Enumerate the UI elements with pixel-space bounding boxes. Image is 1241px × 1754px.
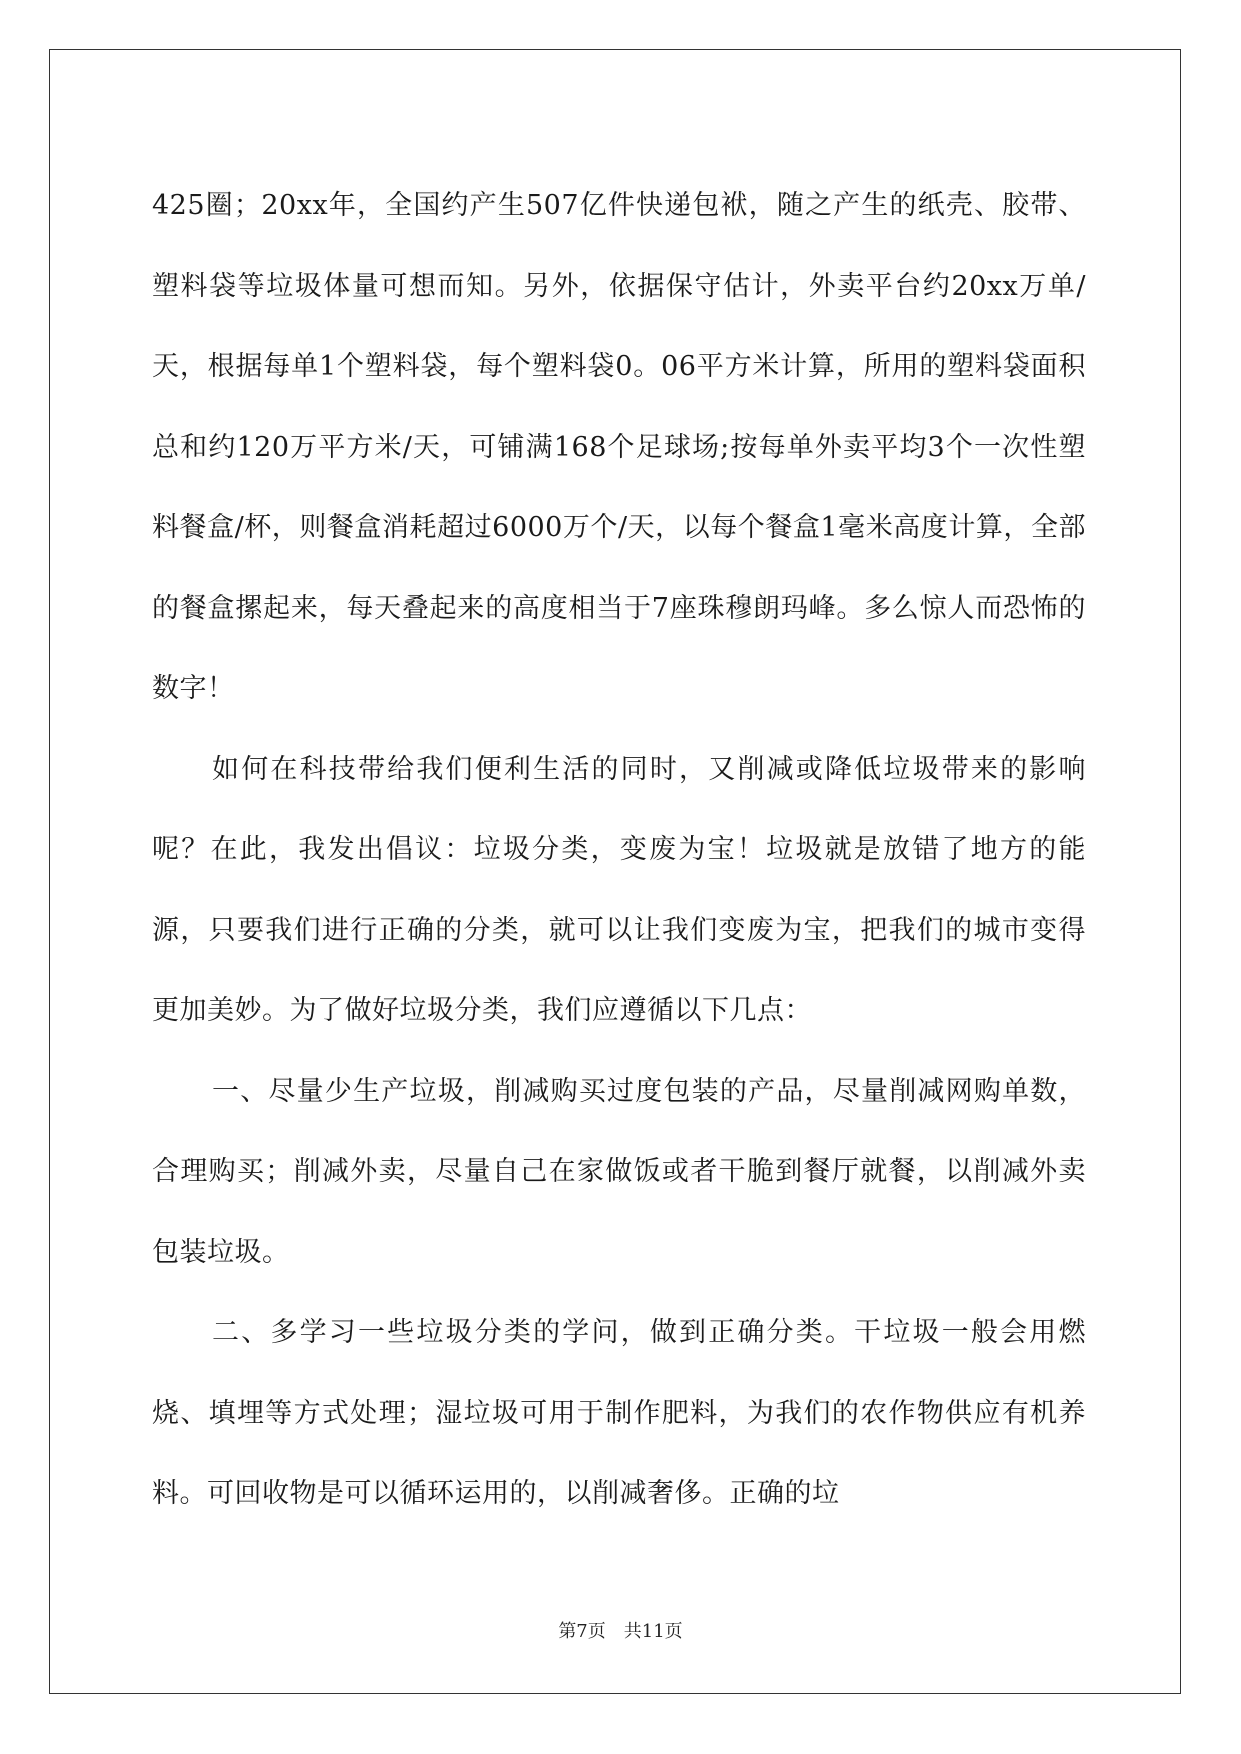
document-body [152,166,1086,1535]
page-total: 共11页 [623,1621,683,1642]
page-footer [0,1620,1241,1644]
paragraph-proposal: 如何在科技带给我们便利生活的同时，又削减或降低垃圾带来的影响呢？在此，我发出倡议：垃圾分类，变废为宝！垃圾就是放错了地方的能源，只要我们进行正确的分类，就可以让我们变废为宝，把我们的城市变得更加美妙。为了做好垃圾分类，我们应遵循以下几点： [152,753,1086,1026]
page-number: 第7页 [558,1621,606,1642]
paragraph-statistics: 425圈；20xx年，全国约产生507亿件快递包袱，随之产生的纸壳、胶带、塑料袋等垃圾体量可想而知。另外，依据保守估计，外卖平台约20xx万单/天，根据每单1个塑料袋，每个塑料袋0。06平方米计算，所用的塑料袋面积总和约120万平方米/天，可铺满168个足球场;按每单外卖平均3个一次性塑料餐盒/杯，则餐盒消耗超过6000万个/天，以每个餐盒1毫米高度计算，全部的餐盒摞起来，每天叠起来的高度相当于7座珠穆朗玛峰。多么惊人而恐怖的数字！ [152,190,1086,704]
paragraph-point-two: 二、多学习一些垃圾分类的学问，做到正确分类。干垃圾一般会用燃烧、填埋等方式处理；湿垃圾可用于制作肥料，为我们的农作物供应有机养料。可回收物是可以循环运用的，以削减奢侈。正确的垃 [152,1317,1086,1509]
paragraph-point-one: 一、尽量少生产垃圾，削减购买过度包装的产品，尽量削减网购单数，合理购买；削减外卖，尽量自己在家做饭或者干脆到餐厅就餐，以削减外卖包装垃圾。 [152,1075,1086,1268]
